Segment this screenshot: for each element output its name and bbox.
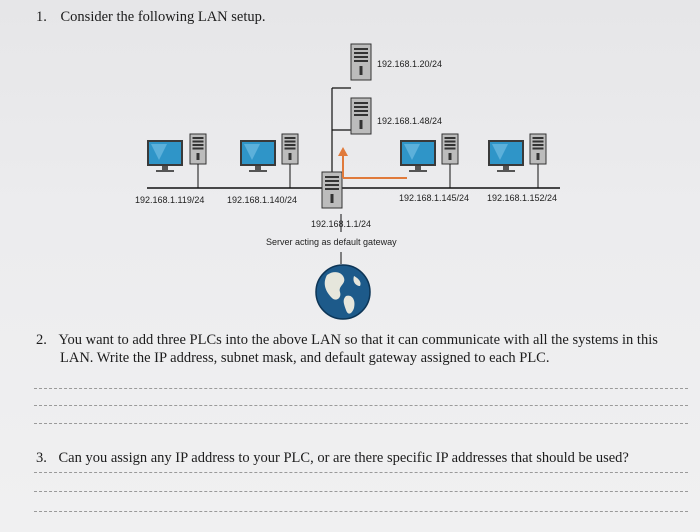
gateway-ip-label: 192.168.1.1/24 — [311, 219, 372, 229]
workstation-145 — [400, 134, 458, 188]
question-2 — [36, 331, 696, 367]
answer-line — [34, 511, 688, 512]
gateway-caption: Server acting as default gateway — [266, 237, 397, 247]
workstation-119 — [147, 134, 206, 188]
server-48-ip-label: 192.168.1.48/24 — [377, 116, 443, 126]
question-2-line-1 — [36, 331, 696, 349]
answer-line — [34, 472, 688, 473]
host-152-ip-label: 192.168.1.152/24 — [487, 193, 558, 203]
question-2-text-line-2: LAN. Write the IP address, subnet mask, and default gateway assigned to each PLC. — [60, 350, 550, 366]
question-2-number: 2. — [36, 332, 47, 348]
answer-line — [34, 491, 688, 492]
host-119-ip-label: 192.168.1.119/24 — [135, 195, 205, 205]
workstation-140 — [240, 134, 298, 188]
server-48 — [351, 98, 371, 134]
question-3-text: Can you assign any IP address to your PLC, or are there specific IP addresses that should be used? — [58, 450, 629, 466]
server-20-ip-label: 192.168.1.20/24 — [377, 59, 443, 69]
answer-line — [34, 423, 688, 424]
workstation-152 — [488, 134, 546, 188]
question-1-number: 1. — [36, 9, 47, 25]
question-2-text-line-1: You want to add three PLCs into the above LAN so that it can communicate with all the systems in this — [58, 332, 658, 348]
gateway-server — [322, 172, 342, 208]
server-20 — [351, 44, 371, 80]
host-145-ip-label: 192.168.1.145/24 — [399, 193, 470, 203]
answer-line — [34, 388, 688, 389]
question-3-number: 3. — [36, 450, 47, 466]
question-1-text: Consider the following LAN setup. — [60, 9, 266, 25]
globe-icon — [316, 265, 370, 319]
host-140-ip-label: 192.168.1.140/24 — [227, 195, 298, 205]
question-3 — [36, 449, 696, 467]
answer-line — [34, 405, 688, 406]
